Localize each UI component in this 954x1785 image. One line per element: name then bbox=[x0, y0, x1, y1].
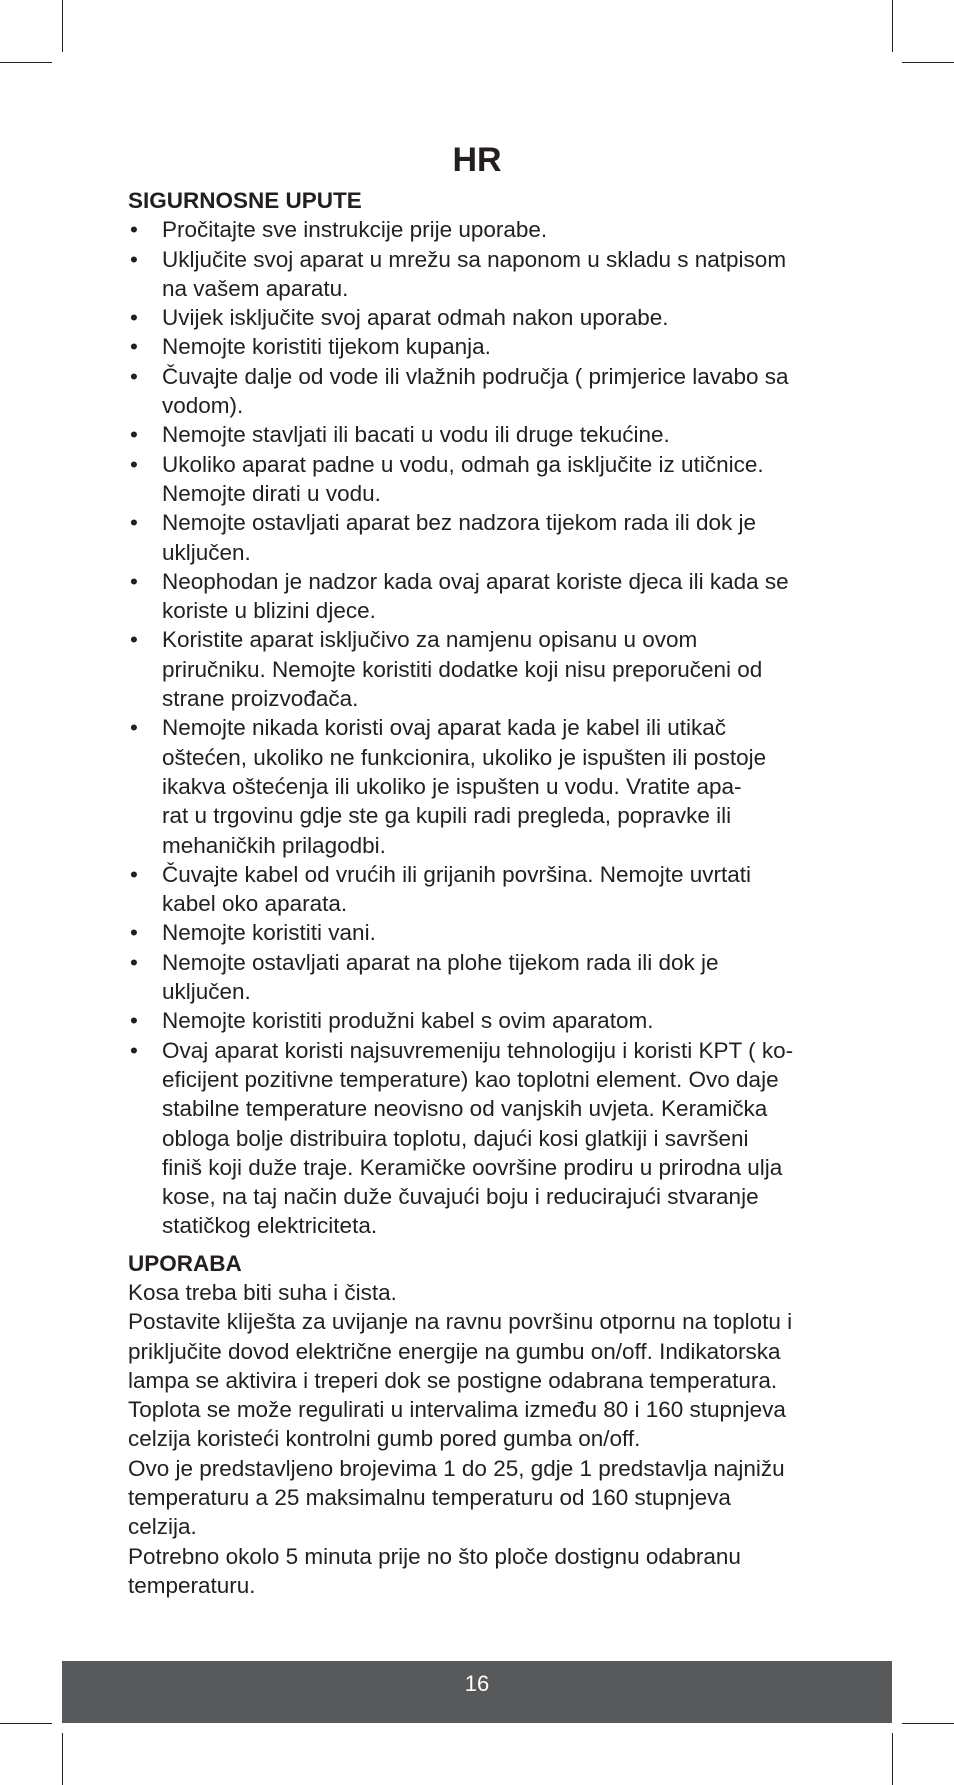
list-item-line: Koristite aparat isključivo za namjenu opisanu u ovom bbox=[162, 627, 698, 653]
bullet-icon: • bbox=[130, 861, 138, 887]
list-item-line: Uvijek isključite svoj aparat odmah nakon uporabe. bbox=[162, 305, 669, 331]
usage-line: Kosa treba biti suha i čista. bbox=[128, 1279, 397, 1305]
bullet-icon: • bbox=[130, 305, 138, 331]
bullet-icon: • bbox=[130, 363, 138, 389]
list-item bbox=[128, 625, 828, 713]
list-item bbox=[128, 1006, 828, 1035]
list-item-line: strane proizvođača. bbox=[162, 686, 359, 712]
bullet-icon: • bbox=[130, 949, 138, 975]
list-item-line: finiš koji duže traje. Keramičke oovršine prodiru u prirodna ulja bbox=[162, 1154, 783, 1180]
bullet-icon: • bbox=[130, 1037, 138, 1063]
usage-line: temperaturu a 25 maksimalnu temperaturu od 160 stupnjeva bbox=[128, 1485, 731, 1511]
list-item-line: Ukoliko aparat padne u vodu, odmah ga isključite iz utičnice. bbox=[162, 451, 764, 477]
list-item-line: Neophodan je nadzor kada ovaj aparat koriste djeca ili kada se bbox=[162, 568, 789, 594]
usage-line: lampa se aktivira i treperi dok se postigne odabrana temperatura. bbox=[128, 1367, 778, 1393]
list-item-line: kabel oko aparata. bbox=[162, 891, 348, 917]
list-item-line: kose, na taj način duže čuvajući boju i reducirajući stvaranje bbox=[162, 1184, 759, 1210]
list-item bbox=[128, 420, 828, 449]
bullet-icon: • bbox=[130, 510, 138, 536]
list-item-line: Nemojte koristiti tijekom kupanja. bbox=[162, 334, 491, 360]
crop-mark-bottom-left-h bbox=[0, 1723, 52, 1724]
list-item-line: ikakva oštećenja ili ukoliko je ispušten u vodu. Vratite apa- bbox=[162, 773, 742, 799]
list-item bbox=[128, 860, 828, 919]
bullet-icon: • bbox=[130, 627, 138, 653]
list-item bbox=[128, 1036, 828, 1241]
list-item-line: Pročitajte sve instrukcije prije uporabe. bbox=[162, 217, 548, 243]
crop-mark-bottom-right bbox=[892, 1733, 893, 1785]
list-item-line: mehaničkih prilagodbi. bbox=[162, 832, 386, 858]
list-item-line: Nemojte ostavljati aparat na plohe tijekom rada ili dok je bbox=[162, 949, 719, 975]
document-body bbox=[128, 186, 828, 1600]
list-item bbox=[128, 508, 828, 567]
list-item bbox=[128, 567, 828, 626]
list-item bbox=[128, 215, 828, 244]
list-item bbox=[128, 948, 828, 1007]
list-item bbox=[128, 918, 828, 947]
crop-mark-top-right bbox=[892, 0, 893, 52]
usage-text bbox=[128, 1278, 828, 1600]
list-item-line: oštećen, ukoliko ne funkcionira, ukoliko je ispušten ili postoje bbox=[162, 744, 767, 770]
list-item-line: Nemojte ostavljati aparat bez nadzora tijekom rada ili dok je bbox=[162, 510, 757, 536]
list-item-line: na vašem aparatu. bbox=[162, 275, 349, 301]
list-item-line: Nemojte nikada koristi ovaj aparat kada je kabel ili utikač bbox=[162, 715, 727, 741]
list-item-line: obloga bolje distribuira toplotu, dajući kosi glatkiji i savršeni bbox=[162, 1125, 749, 1151]
list-item-line: Ovaj aparat koristi najsuvremeniju tehnologiju i koristi KPT ( ko- bbox=[162, 1037, 794, 1063]
bullet-icon: • bbox=[130, 246, 138, 272]
bullet-icon: • bbox=[130, 334, 138, 360]
usage-line: celzija. bbox=[128, 1514, 197, 1540]
bullet-icon: • bbox=[130, 920, 138, 946]
list-item-line: Nemojte stavljati ili bacati u vodu ili druge tekućine. bbox=[162, 422, 670, 448]
list-item bbox=[128, 713, 828, 859]
list-item bbox=[128, 303, 828, 332]
list-item-line: eficijent pozitivne temperature) kao toplotni element. Ovo daje bbox=[162, 1066, 779, 1092]
bullet-icon: • bbox=[130, 422, 138, 448]
list-item-line: Čuvajte kabel od vrućih ili grijanih površina. Nemojte uvrtati bbox=[162, 861, 752, 887]
usage-line: priključite dovod električne energije na gumbu on/off. Indikatorska bbox=[128, 1338, 781, 1364]
list-item-line: rat u trgovinu gdje ste ga kupili radi pregleda, popravke ili bbox=[162, 803, 732, 829]
bullet-icon: • bbox=[130, 568, 138, 594]
usage-line: celzija koristeći kontrolni gumb pored gumba on/off. bbox=[128, 1426, 641, 1452]
list-item-line: vodom). bbox=[162, 393, 244, 419]
list-item-line: Nemojte dirati u vodu. bbox=[162, 480, 381, 506]
bullet-icon: • bbox=[130, 1008, 138, 1034]
crop-mark-top-left-h bbox=[0, 62, 52, 63]
safety-section-title: SIGURNOSNE UPUTE bbox=[128, 188, 362, 213]
usage-line: Potrebno okolo 5 minuta prije no što ploče dostignu odabranu bbox=[128, 1543, 741, 1569]
list-item-line: uključen. bbox=[162, 979, 251, 1005]
footer-bar bbox=[62, 1661, 892, 1723]
bullet-icon: • bbox=[130, 451, 138, 477]
page-number: 16 bbox=[464, 1671, 490, 1696]
page-heading: HR bbox=[452, 141, 502, 179]
safety-instructions-list bbox=[128, 215, 828, 1240]
list-item-line: uključen. bbox=[162, 539, 251, 565]
list-item-line: priručniku. Nemojte koristiti dodatke koji nisu preporučeni od bbox=[162, 656, 763, 682]
list-item-line: stabilne temperature neovisno od vanjskih uvjeta. Keramička bbox=[162, 1096, 768, 1122]
list-item-line: koriste u blizini djece. bbox=[162, 598, 376, 624]
bullet-icon: • bbox=[130, 217, 138, 243]
usage-line: Ovo je predstavljeno brojevima 1 do 25, gdje 1 predstavlja najnižu bbox=[128, 1455, 785, 1481]
list-item bbox=[128, 450, 828, 509]
list-item bbox=[128, 362, 828, 421]
list-item-line: Čuvajte dalje od vode ili vlažnih područja ( primjerice lavabo sa bbox=[162, 363, 789, 389]
bullet-icon: • bbox=[130, 715, 138, 741]
list-item bbox=[128, 245, 828, 304]
crop-mark-top-left bbox=[62, 0, 63, 52]
usage-line: Postavite kliješta za uvijanje na ravnu površinu otpornu na toplotu i bbox=[128, 1309, 793, 1335]
crop-mark-bottom-left bbox=[62, 1733, 63, 1785]
list-item-line: Uključite svoj aparat u mrežu sa naponom u skladu s natpisom bbox=[162, 246, 787, 272]
crop-mark-bottom-right-h bbox=[902, 1723, 954, 1724]
list-item bbox=[128, 332, 828, 361]
usage-line: temperaturu. bbox=[128, 1572, 256, 1598]
usage-section-title: UPORABA bbox=[128, 1250, 242, 1276]
crop-mark-top-right-h bbox=[902, 62, 954, 63]
list-item-line: Nemojte koristiti vani. bbox=[162, 920, 376, 946]
list-item-line: statičkog elektriciteta. bbox=[162, 1213, 378, 1239]
list-item-line: Nemojte koristiti produžni kabel s ovim aparatom. bbox=[162, 1008, 654, 1034]
usage-line: Toplota se može regulirati u intervalima između 80 i 160 stupnjeva bbox=[128, 1397, 786, 1423]
